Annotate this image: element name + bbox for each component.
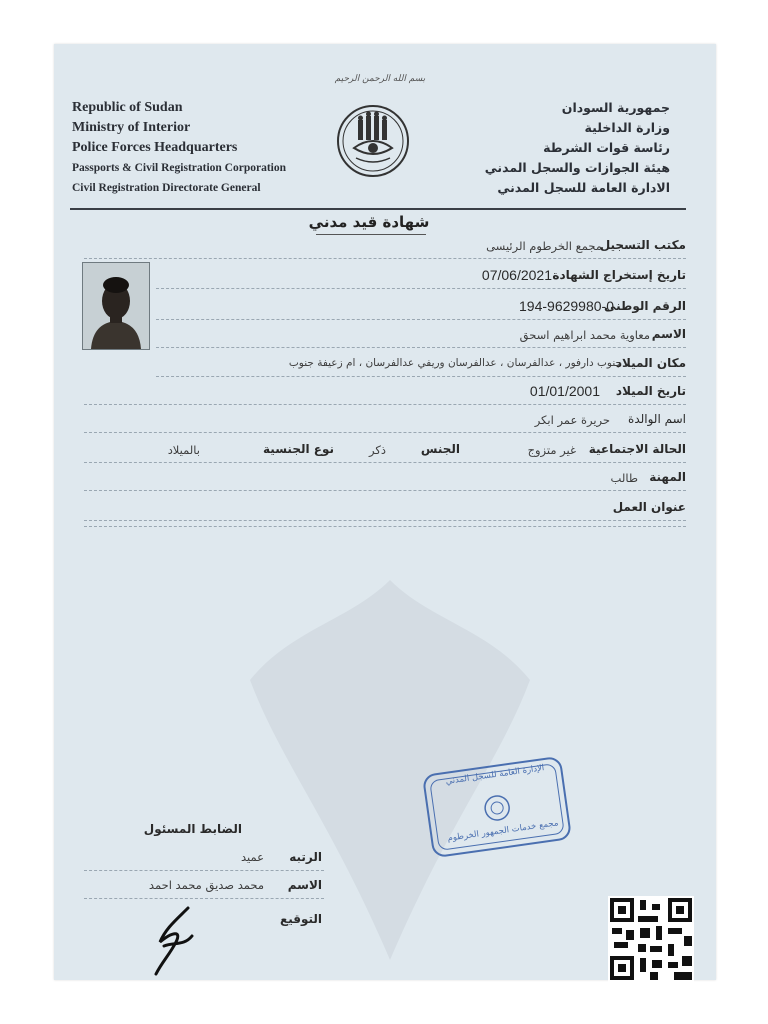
- stamp-line-top: الإدارة العامة للسجل المدني: [445, 763, 545, 787]
- row-office: [84, 236, 686, 259]
- officer-heading: الضابط المسئول: [143, 822, 242, 836]
- stamp-line-bottom: مجمع خدمات الجمهور الخرطوم: [446, 818, 560, 844]
- header-divider: [70, 208, 686, 210]
- qr-code-icon: [608, 896, 694, 982]
- header-ar-line: رئاسة قوات الشرطة: [543, 140, 670, 155]
- header-en-line: Republic of Sudan: [72, 100, 183, 115]
- signature-label: التوقيع: [280, 912, 322, 926]
- basmala: بسم الله الرحمن الرحيم: [334, 74, 426, 84]
- holder-photo: [82, 262, 150, 350]
- name-value: معاوية محمد ابراهيم اسحق: [519, 328, 650, 342]
- work-address-label: عنوان العمل: [612, 500, 686, 514]
- occupation-label: المهنة: [649, 470, 686, 484]
- national-no-value: 194-9629980-0: [519, 298, 614, 314]
- office-value: مجمع الخرطوم الرئيسى: [486, 239, 602, 253]
- header-en-line: Passports & Civil Registration Corporation: [72, 162, 287, 174]
- marital-status-value: غير متزوج: [527, 443, 576, 457]
- header-en-line: Ministry of Interior: [72, 120, 191, 135]
- row-birth-place: [156, 354, 686, 377]
- row-issue-date: [156, 266, 686, 289]
- certificate-title: شهادة قيد مدني: [308, 213, 430, 231]
- birth-date-label: تاريخ الميلاد: [615, 384, 686, 398]
- row-national-no: [156, 297, 686, 320]
- signature-icon: [146, 902, 202, 978]
- row-work-address: [84, 498, 686, 521]
- header-ar-line: جمهورية السودان: [561, 100, 670, 115]
- issue-date-label: تاريخ إستخراج الشهادة: [552, 268, 686, 282]
- birth-place-value: جنوب دارفور ، عدالفرسان ، عدالفرسان وريفي عدالفرسان ، ام زعيفة جنوب: [288, 357, 622, 369]
- header-english: [72, 98, 286, 198]
- officer-rank-label: الرتبه: [289, 850, 322, 864]
- issue-date-value: 07/06/2021: [481, 267, 552, 283]
- birth-place-label: مكان الميلاد: [615, 356, 686, 370]
- officer-rank-value: عميد: [240, 850, 264, 864]
- person-photo-icon: [83, 263, 149, 349]
- header-arabic: [485, 98, 670, 198]
- row-status: [84, 440, 686, 463]
- header-ar-line: الادارة العامة للسجل المدني: [497, 180, 670, 195]
- national-no-label: الرقم الوطنى: [603, 299, 686, 313]
- row-birth-date: [84, 382, 686, 405]
- sex-label: الجنس: [420, 442, 460, 456]
- header-en-line: Police Forces Headquarters: [72, 140, 238, 155]
- title-underline: [316, 234, 426, 235]
- mother-name-label: اسم الوالدة: [628, 412, 686, 426]
- name-label: الاسم: [651, 327, 686, 341]
- nationality-type-value: بالميلاد: [167, 443, 200, 457]
- sex-value: ذكر: [369, 443, 386, 457]
- row-occupation: [84, 468, 686, 491]
- birth-date-value: 01/01/2001: [529, 383, 600, 399]
- header-ar-line: وزارة الداخلية: [584, 120, 670, 135]
- header-ar-line: هيئة الجوازات والسجل المدني: [484, 160, 670, 175]
- office-label: مكتب التسجيل: [599, 238, 686, 252]
- mother-name-value: حريرة عمر ابكر: [534, 413, 610, 427]
- signature-line: [84, 870, 324, 871]
- marital-status-label: الحالة الاجتماعية: [588, 442, 686, 456]
- police-emblem-icon: [336, 104, 410, 178]
- header-en-line: Civil Registration Directorate General: [72, 182, 261, 194]
- occupation-value: طالب: [610, 471, 638, 485]
- nationality-type-label: نوع الجنسية: [263, 442, 334, 456]
- officer-name-label: الاسم: [287, 878, 322, 892]
- row-name: [156, 325, 686, 348]
- officer-name-value: محمد صديق محمد احمد: [148, 878, 264, 892]
- signature-line: [84, 898, 324, 899]
- row-mother-name: [84, 410, 686, 433]
- blank-line: [84, 526, 686, 527]
